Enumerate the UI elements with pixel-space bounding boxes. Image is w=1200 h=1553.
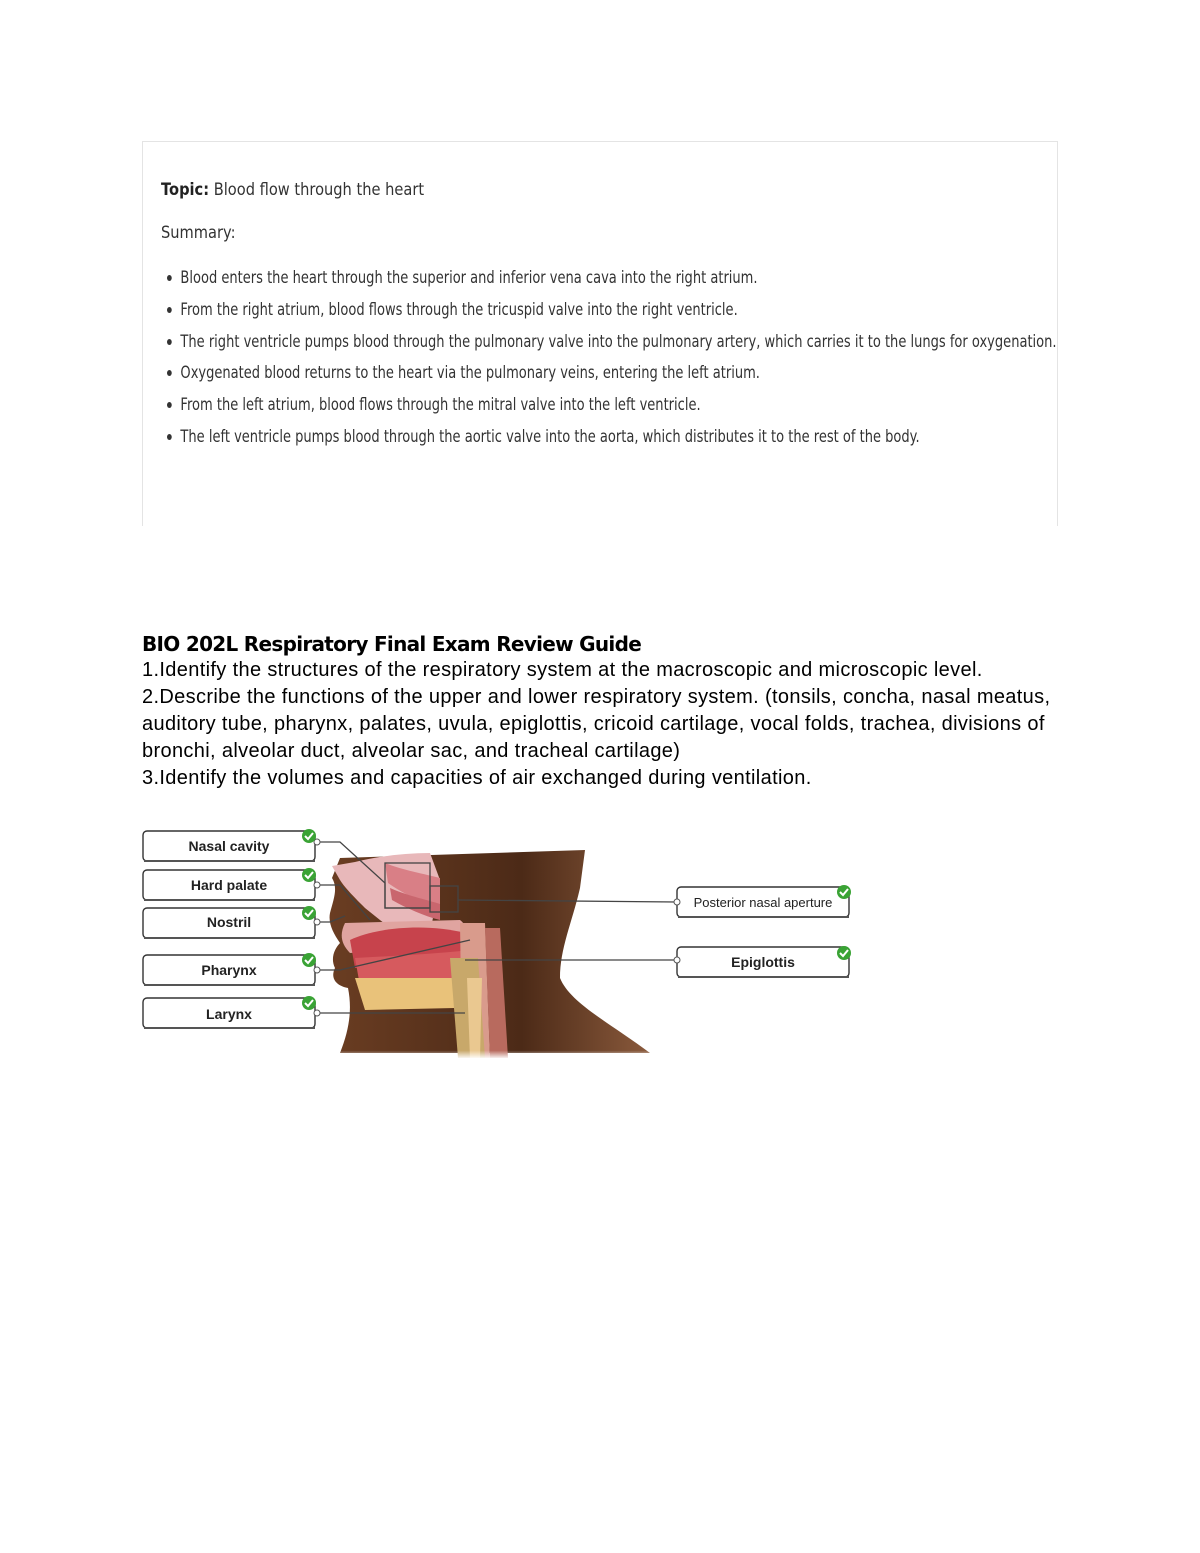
check-icon — [302, 829, 316, 843]
summary-card — [142, 141, 1058, 526]
label-box-posterior-nasal-aperture[interactable] — [677, 887, 849, 917]
label-box-hard-palate[interactable] — [143, 870, 315, 900]
topic-text: Blood flow through the heart — [209, 180, 425, 200]
review-item-3: 3.Identify the volumes and capacities of air exchanged during ventilation. — [142, 767, 812, 789]
check-icon — [837, 946, 851, 960]
check-icon — [837, 885, 851, 899]
summary-item: The right ventricle pumps blood through the pulmonary valve into the pulmonary artery, which carries it to the lungs for oxygenation. — [167, 326, 1057, 358]
check-icon — [302, 996, 316, 1010]
summary-item: From the right atrium, blood flows through the tricuspid valve into the right ventricle. — [167, 294, 1057, 326]
left-labels — [143, 831, 315, 1028]
summary-list — [167, 262, 1200, 453]
check-icon — [302, 953, 316, 967]
label-box-nostril[interactable] — [143, 908, 315, 938]
summary-item: Oxygenated blood returns to the heart via the pulmonary veins, entering the left atrium. — [167, 357, 1057, 389]
label-pharynx: Pharynx — [201, 962, 257, 978]
check-icon — [302, 868, 316, 882]
label-larynx: Larynx — [206, 1006, 252, 1022]
label-box-epiglottis[interactable] — [677, 947, 849, 977]
summary-item: From the left atrium, blood flows through the mitral valve into the left ventricle. — [167, 389, 1057, 421]
label-box-larynx[interactable] — [143, 998, 315, 1028]
review-title: BIO 202L Respiratory Final Exam Review Guide — [142, 632, 642, 656]
label-box-pharynx[interactable] — [143, 955, 315, 985]
review-item-1: 1.Identify the structures of the respiratory system at the macroscopic and microscopic level. — [142, 659, 983, 681]
topic-line — [161, 180, 424, 200]
label-epiglottis: Epiglottis — [731, 954, 795, 970]
head-illustration — [330, 850, 660, 1058]
topic-label: Topic: — [161, 180, 210, 200]
respiratory-diagram — [140, 828, 860, 1058]
summary-label: Summary: — [161, 223, 236, 243]
label-hard-palate: Hard palate — [190, 877, 268, 893]
review-guide — [142, 631, 1062, 792]
review-item-2: 2.Describe the functions of the upper and lower respiratory system. (tonsils, concha, nasal meatus, auditory tube, pharynx, palates, uvula, epiglottis, cricoid cartilage, vocal folds, trachea, divisions of bronchi, alveolar duct, alveolar sac, and tracheal cartilage) — [142, 686, 1051, 762]
check-icon — [302, 906, 316, 920]
label-box-nasal-cavity[interactable] — [143, 831, 315, 861]
label-nasal-cavity: Nasal cavity — [188, 838, 270, 854]
label-nostril: Nostril — [206, 914, 252, 930]
summary-item: The left ventricle pumps blood through the aortic valve into the aorta, which distributes it to the rest of the body. — [167, 421, 1057, 453]
label-posterior-nasal-aperture: Posterior nasal aperture — [693, 895, 833, 910]
summary-item: Blood enters the heart through the superior and inferior vena cava into the right atrium. — [167, 262, 1057, 294]
right-labels — [677, 887, 849, 977]
